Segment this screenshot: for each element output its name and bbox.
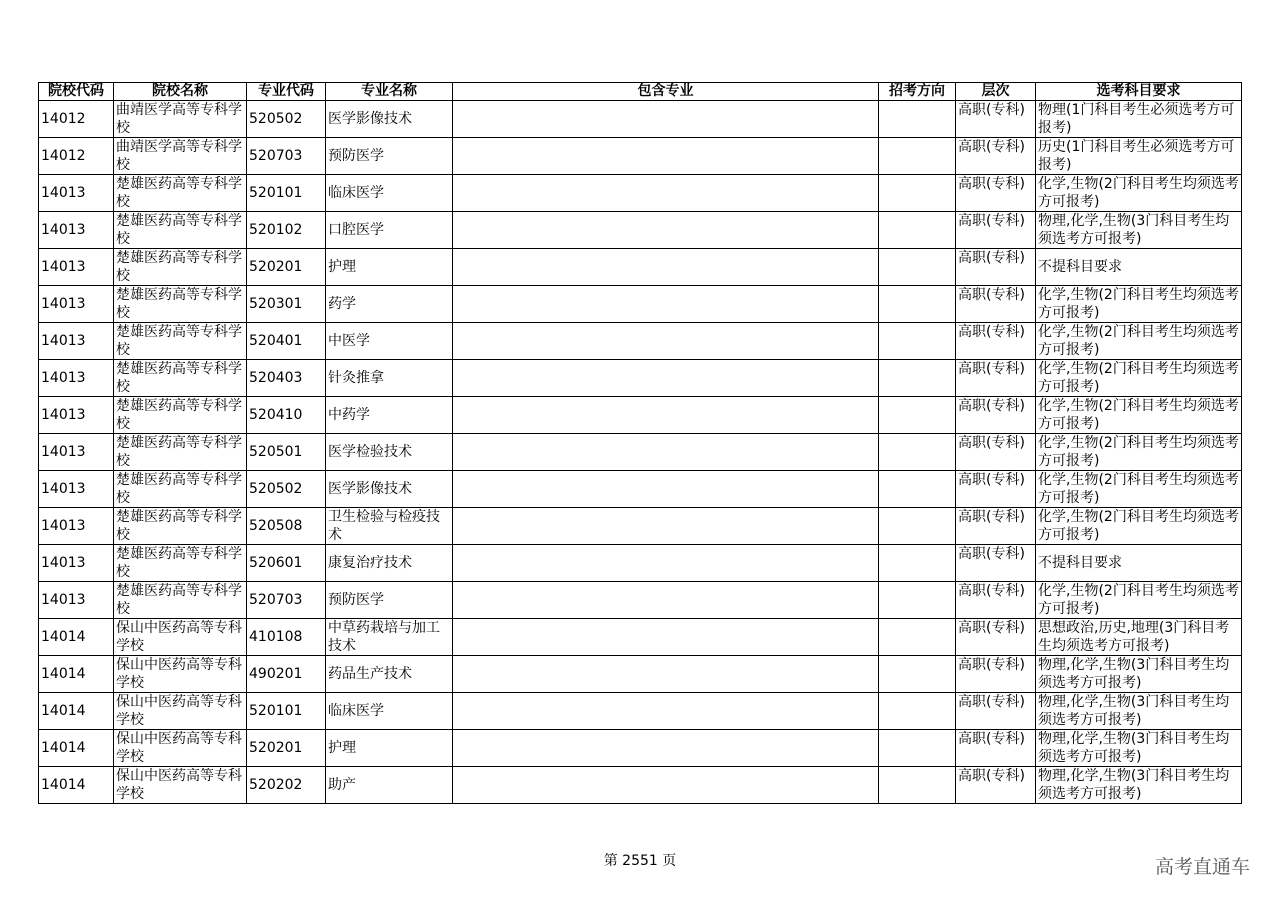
cell-school-name: 楚雄医药高等专科学校	[114, 286, 247, 323]
cell-school-code: 14013	[39, 434, 114, 471]
cell-included-majors	[453, 101, 879, 138]
cell-subject-requirement: 化学,生物(2门科目考生均须选考方可报考)	[1036, 471, 1242, 508]
cell-major-name: 中医学	[326, 323, 453, 360]
cell-included-majors	[453, 175, 879, 212]
cell-major-name: 医学影像技术	[326, 471, 453, 508]
cell-included-majors	[453, 582, 879, 619]
header-included-majors: 包含专业	[453, 83, 879, 101]
cell-direction	[879, 360, 956, 397]
cell-subject-requirement: 化学,生物(2门科目考生均须选考方可报考)	[1036, 434, 1242, 471]
cell-major-name: 医学影像技术	[326, 101, 453, 138]
cell-direction	[879, 212, 956, 249]
cell-major-name: 临床医学	[326, 693, 453, 730]
cell-level: 高职(专科)	[956, 323, 1036, 360]
table-row	[39, 286, 1242, 323]
table-row	[39, 175, 1242, 212]
cell-level: 高职(专科)	[956, 730, 1036, 767]
cell-level: 高职(专科)	[956, 545, 1036, 582]
cell-school-code: 14014	[39, 730, 114, 767]
table-row	[39, 101, 1242, 138]
cell-subject-requirement: 物理(1门科目考生必须选考方可报考)	[1036, 101, 1242, 138]
cell-level: 高职(专科)	[956, 212, 1036, 249]
cell-school-name: 保山中医药高等专科学校	[114, 767, 247, 804]
table-row	[39, 249, 1242, 286]
cell-major-code: 520101	[247, 175, 326, 212]
cell-subject-requirement: 化学,生物(2门科目考生均须选考方可报考)	[1036, 360, 1242, 397]
cell-school-code: 14012	[39, 138, 114, 175]
cell-school-name: 楚雄医药高等专科学校	[114, 545, 247, 582]
cell-school-code: 14013	[39, 508, 114, 545]
cell-major-name: 中草药栽培与加工技术	[326, 619, 453, 656]
cell-school-name: 楚雄医药高等专科学校	[114, 175, 247, 212]
cell-major-name: 护理	[326, 249, 453, 286]
table-row	[39, 323, 1242, 360]
cell-major-name: 护理	[326, 730, 453, 767]
cell-major-code: 520703	[247, 138, 326, 175]
cell-school-name: 楚雄医药高等专科学校	[114, 471, 247, 508]
cell-major-code: 520601	[247, 545, 326, 582]
cell-subject-requirement: 物理,化学,生物(3门科目考生均须选考方可报考)	[1036, 730, 1242, 767]
cell-major-code: 520301	[247, 286, 326, 323]
cell-direction	[879, 397, 956, 434]
cell-major-name: 药学	[326, 286, 453, 323]
table-row	[39, 545, 1242, 582]
cell-school-name: 保山中医药高等专科学校	[114, 730, 247, 767]
cell-school-code: 14013	[39, 249, 114, 286]
cell-school-code: 14014	[39, 693, 114, 730]
cell-school-name: 楚雄医药高等专科学校	[114, 582, 247, 619]
cell-major-code: 520501	[247, 434, 326, 471]
cell-included-majors	[453, 693, 879, 730]
header-subject-requirement: 选考科目要求	[1036, 83, 1242, 101]
watermark: 高考直通车	[1154, 856, 1250, 878]
cell-subject-requirement: 不提科目要求	[1036, 249, 1242, 286]
cell-school-name: 曲靖医学高等专科学校	[114, 138, 247, 175]
cell-major-code: 520502	[247, 101, 326, 138]
cell-included-majors	[453, 656, 879, 693]
cell-major-code: 490201	[247, 656, 326, 693]
cell-major-code: 520703	[247, 582, 326, 619]
cell-direction	[879, 693, 956, 730]
cell-level: 高职(专科)	[956, 286, 1036, 323]
cell-direction	[879, 471, 956, 508]
cell-included-majors	[453, 397, 879, 434]
cell-level: 高职(专科)	[956, 434, 1036, 471]
table-row	[39, 619, 1242, 656]
cell-school-name: 保山中医药高等专科学校	[114, 656, 247, 693]
cell-school-name: 楚雄医药高等专科学校	[114, 249, 247, 286]
cell-direction	[879, 767, 956, 804]
cell-subject-requirement: 历史(1门科目考生必须选考方可报考)	[1036, 138, 1242, 175]
cell-major-name: 临床医学	[326, 175, 453, 212]
cell-included-majors	[453, 434, 879, 471]
cell-school-name: 保山中医药高等专科学校	[114, 693, 247, 730]
cell-major-code: 520502	[247, 471, 326, 508]
table-row	[39, 360, 1242, 397]
cell-direction	[879, 249, 956, 286]
cell-school-name: 曲靖医学高等专科学校	[114, 101, 247, 138]
cell-school-name: 楚雄医药高等专科学校	[114, 508, 247, 545]
cell-major-name: 医学检验技术	[326, 434, 453, 471]
cell-direction	[879, 545, 956, 582]
cell-direction	[879, 175, 956, 212]
cell-major-code: 520403	[247, 360, 326, 397]
cell-major-name: 口腔医学	[326, 212, 453, 249]
cell-major-code: 520201	[247, 730, 326, 767]
cell-level: 高职(专科)	[956, 138, 1036, 175]
cell-included-majors	[453, 471, 879, 508]
cell-direction	[879, 656, 956, 693]
cell-level: 高职(专科)	[956, 656, 1036, 693]
cell-included-majors	[453, 767, 879, 804]
cell-level: 高职(专科)	[956, 249, 1036, 286]
cell-major-name: 助产	[326, 767, 453, 804]
table-body	[39, 101, 1242, 804]
cell-major-name: 药品生产技术	[326, 656, 453, 693]
cell-major-name: 预防医学	[326, 138, 453, 175]
cell-level: 高职(专科)	[956, 767, 1036, 804]
cell-direction	[879, 434, 956, 471]
cell-major-code: 520401	[247, 323, 326, 360]
cell-school-code: 14013	[39, 286, 114, 323]
cell-subject-requirement: 物理,化学,生物(3门科目考生均须选考方可报考)	[1036, 212, 1242, 249]
cell-direction	[879, 508, 956, 545]
cell-major-name: 卫生检验与检疫技术	[326, 508, 453, 545]
cell-subject-requirement: 不提科目要求	[1036, 545, 1242, 582]
cell-level: 高职(专科)	[956, 508, 1036, 545]
cell-direction	[879, 101, 956, 138]
cell-level: 高职(专科)	[956, 397, 1036, 434]
cell-subject-requirement: 物理,化学,生物(3门科目考生均须选考方可报考)	[1036, 693, 1242, 730]
cell-major-name: 康复治疗技术	[326, 545, 453, 582]
cell-major-code: 520101	[247, 693, 326, 730]
cell-subject-requirement: 物理,化学,生物(3门科目考生均须选考方可报考)	[1036, 767, 1242, 804]
cell-subject-requirement: 物理,化学,生物(3门科目考生均须选考方可报考)	[1036, 656, 1242, 693]
cell-subject-requirement: 化学,生物(2门科目考生均须选考方可报考)	[1036, 397, 1242, 434]
cell-included-majors	[453, 360, 879, 397]
header-major-code: 专业代码	[247, 83, 326, 101]
cell-direction	[879, 619, 956, 656]
header-major-name: 专业名称	[326, 83, 453, 101]
table-row	[39, 582, 1242, 619]
cell-included-majors	[453, 286, 879, 323]
cell-school-code: 14013	[39, 323, 114, 360]
cell-subject-requirement: 思想政治,历史,地理(3门科目考生均须选考方可报考)	[1036, 619, 1242, 656]
admission-table	[38, 82, 1242, 804]
cell-major-code: 520102	[247, 212, 326, 249]
cell-included-majors	[453, 619, 879, 656]
cell-level: 高职(专科)	[956, 582, 1036, 619]
cell-direction	[879, 582, 956, 619]
table-row	[39, 471, 1242, 508]
table-row	[39, 212, 1242, 249]
cell-subject-requirement: 化学,生物(2门科目考生均须选考方可报考)	[1036, 175, 1242, 212]
cell-school-name: 楚雄医药高等专科学校	[114, 323, 247, 360]
cell-major-code: 520201	[247, 249, 326, 286]
table-row	[39, 508, 1242, 545]
cell-major-code: 410108	[247, 619, 326, 656]
table-row	[39, 434, 1242, 471]
table-header-row	[39, 83, 1242, 101]
cell-subject-requirement: 化学,生物(2门科目考生均须选考方可报考)	[1036, 508, 1242, 545]
cell-school-code: 14013	[39, 175, 114, 212]
cell-included-majors	[453, 545, 879, 582]
cell-subject-requirement: 化学,生物(2门科目考生均须选考方可报考)	[1036, 323, 1242, 360]
cell-school-code: 14014	[39, 619, 114, 656]
cell-school-code: 14013	[39, 582, 114, 619]
page-number: 第 2551 页	[603, 853, 677, 869]
header-school-code: 院校代码	[39, 83, 114, 101]
cell-major-name: 针灸推拿	[326, 360, 453, 397]
cell-school-code: 14013	[39, 545, 114, 582]
cell-school-code: 14014	[39, 656, 114, 693]
cell-included-majors	[453, 323, 879, 360]
cell-major-code: 520202	[247, 767, 326, 804]
cell-subject-requirement: 化学,生物(2门科目考生均须选考方可报考)	[1036, 286, 1242, 323]
header-level: 层次	[956, 83, 1036, 101]
cell-major-name: 预防医学	[326, 582, 453, 619]
cell-level: 高职(专科)	[956, 101, 1036, 138]
cell-major-name: 中药学	[326, 397, 453, 434]
cell-level: 高职(专科)	[956, 471, 1036, 508]
cell-level: 高职(专科)	[956, 175, 1036, 212]
header-school-name: 院校名称	[114, 83, 247, 101]
table-row	[39, 656, 1242, 693]
cell-school-name: 楚雄医药高等专科学校	[114, 360, 247, 397]
table-row	[39, 397, 1242, 434]
cell-school-name: 保山中医药高等专科学校	[114, 619, 247, 656]
cell-school-code: 14013	[39, 212, 114, 249]
cell-direction	[879, 286, 956, 323]
header-direction: 招考方向	[879, 83, 956, 101]
cell-school-name: 楚雄医药高等专科学校	[114, 434, 247, 471]
table-row	[39, 767, 1242, 804]
cell-direction	[879, 138, 956, 175]
cell-level: 高职(专科)	[956, 619, 1036, 656]
cell-level: 高职(专科)	[956, 360, 1036, 397]
table-row	[39, 693, 1242, 730]
cell-school-code: 14013	[39, 471, 114, 508]
cell-school-code: 14014	[39, 767, 114, 804]
cell-included-majors	[453, 730, 879, 767]
cell-subject-requirement: 化学,生物(2门科目考生均须选考方可报考)	[1036, 582, 1242, 619]
table-row	[39, 138, 1242, 175]
cell-school-name: 楚雄医药高等专科学校	[114, 397, 247, 434]
cell-major-code: 520508	[247, 508, 326, 545]
cell-included-majors	[453, 249, 879, 286]
cell-school-code: 14013	[39, 360, 114, 397]
cell-direction	[879, 323, 956, 360]
cell-included-majors	[453, 138, 879, 175]
cell-included-majors	[453, 508, 879, 545]
cell-direction	[879, 730, 956, 767]
cell-school-code: 14012	[39, 101, 114, 138]
cell-school-name: 楚雄医药高等专科学校	[114, 212, 247, 249]
table-row	[39, 730, 1242, 767]
cell-major-code: 520410	[247, 397, 326, 434]
cell-included-majors	[453, 212, 879, 249]
cell-school-code: 14013	[39, 397, 114, 434]
cell-level: 高职(专科)	[956, 693, 1036, 730]
